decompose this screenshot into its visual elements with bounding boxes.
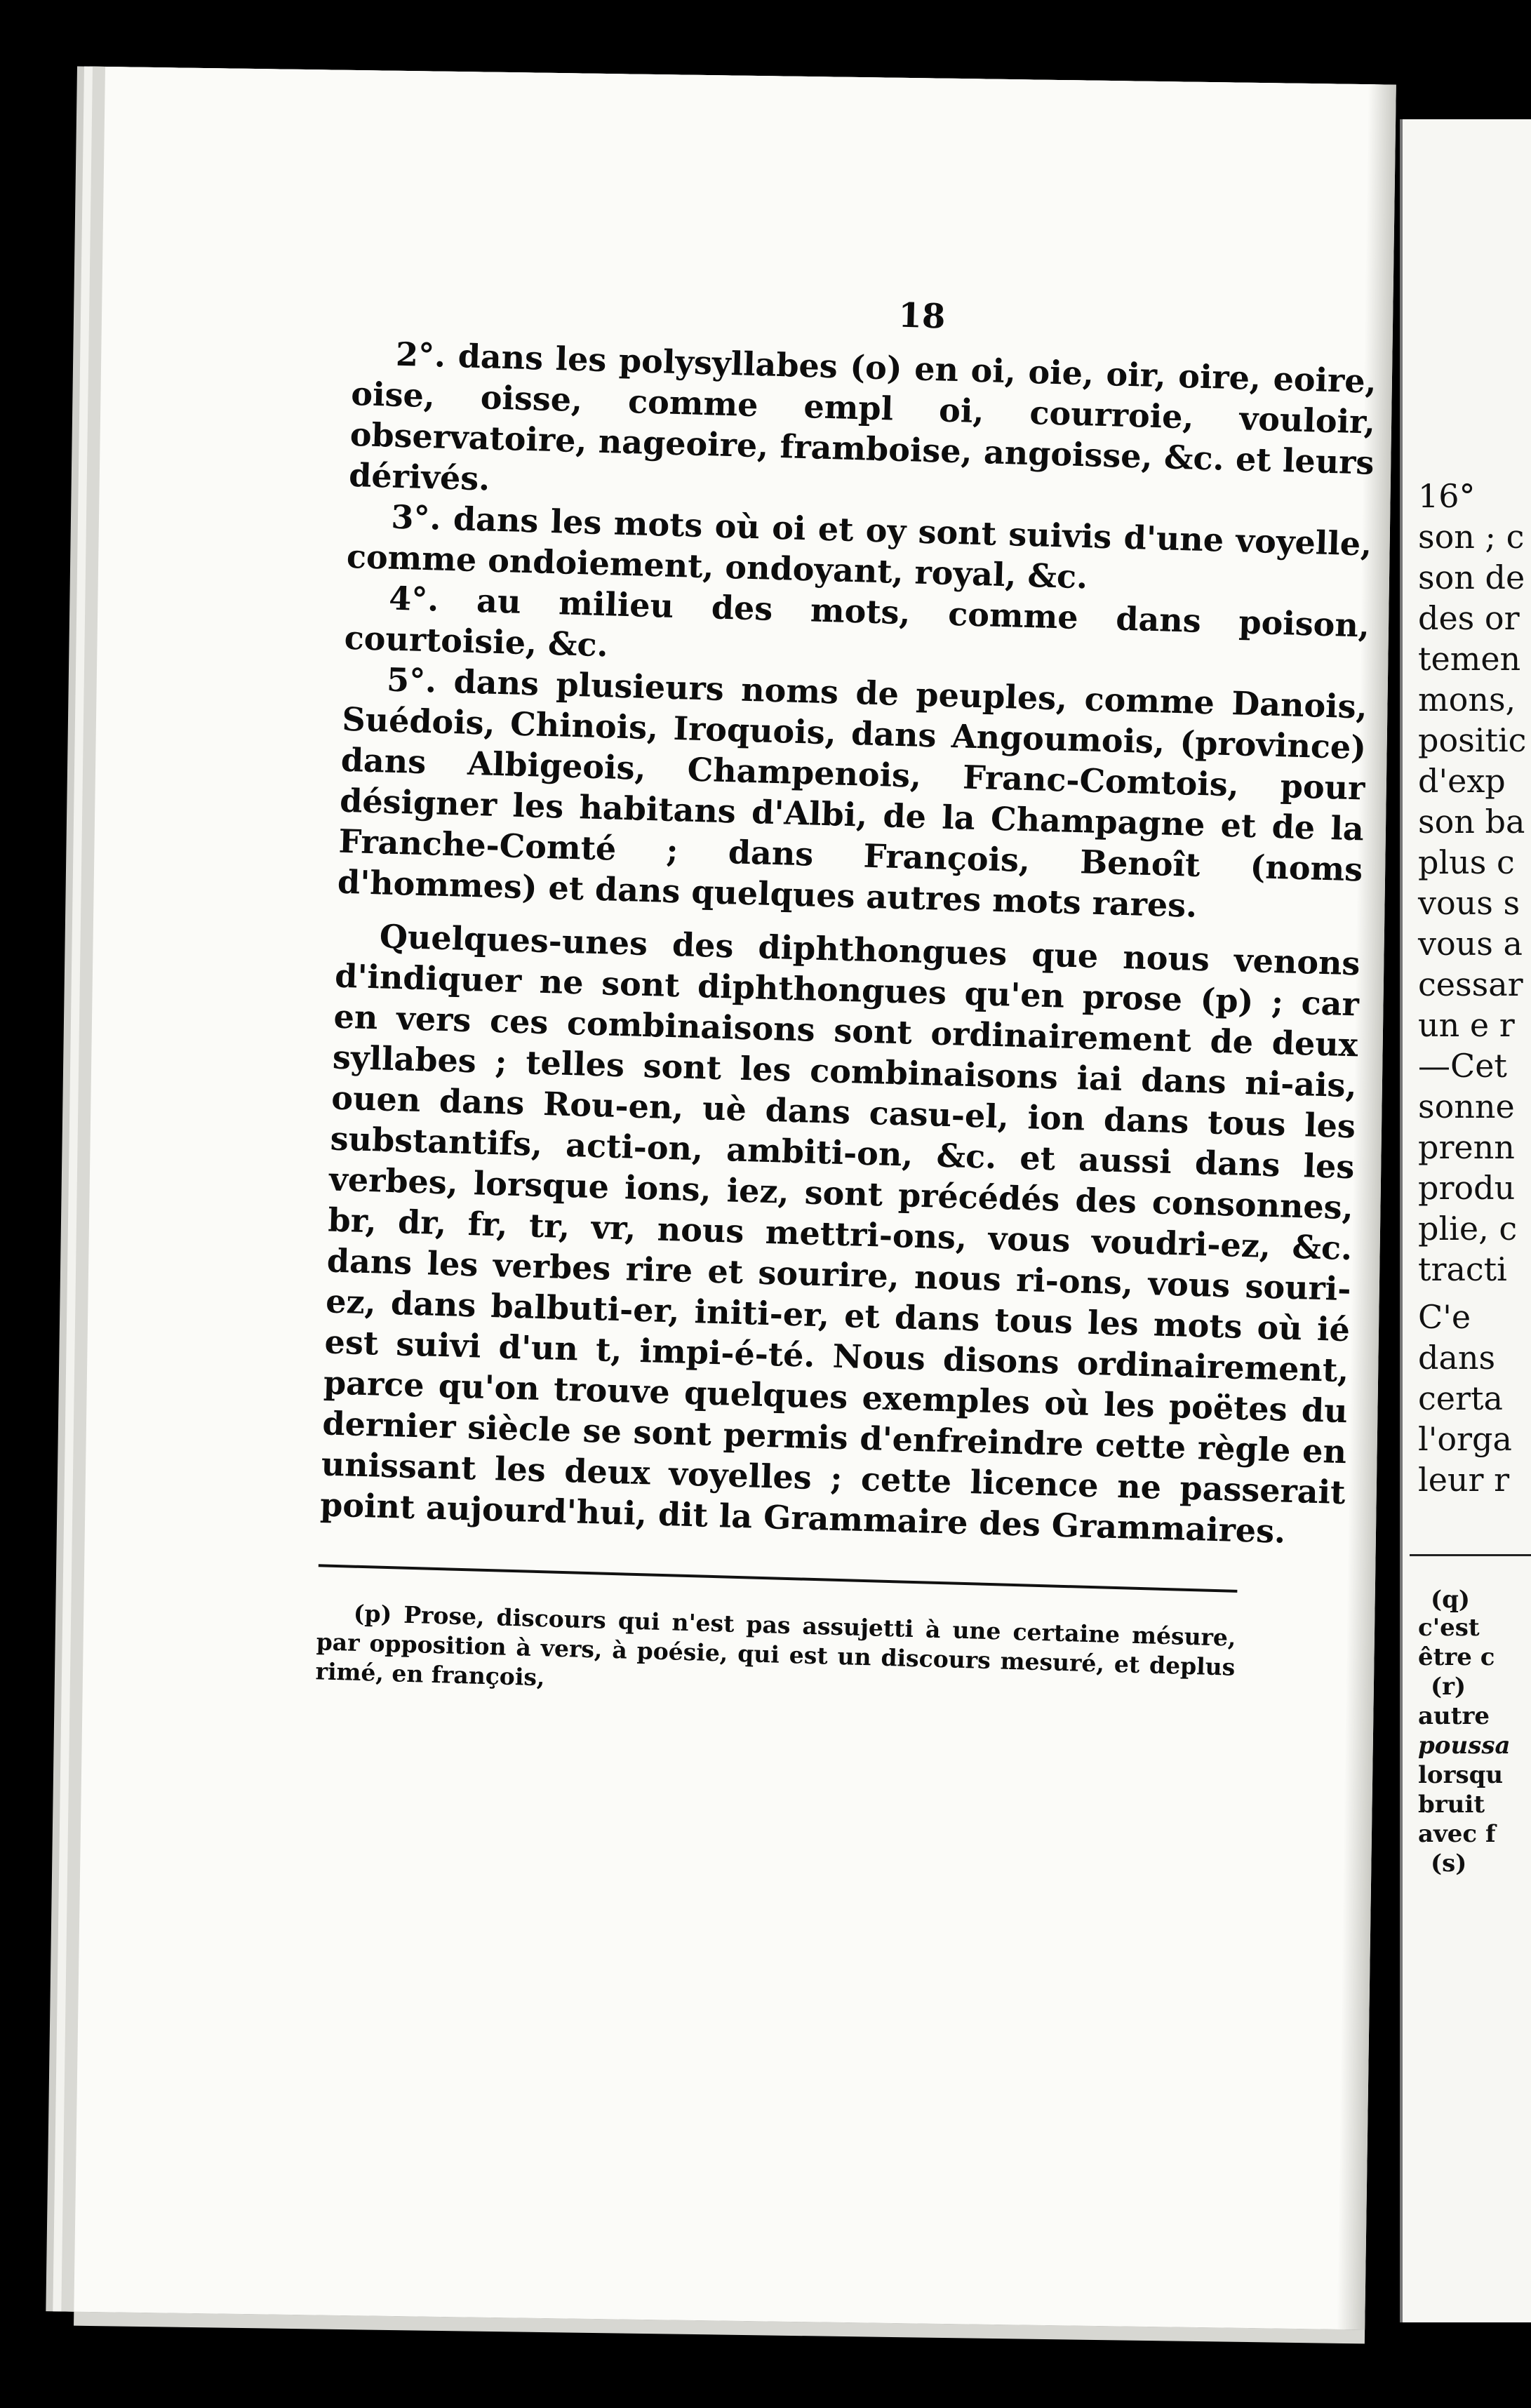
paragraph-3: 3°. dans les mots où oi et oy sont suivis d'une voyelle, comme ondoiement, ondoyant, royal, &c. [346, 497, 1372, 596]
facing-line: d'exp [1418, 762, 1506, 800]
facing-line: sonne [1418, 1088, 1515, 1125]
facing-note: poussa [1418, 1732, 1511, 1760]
paragraph-2: 2°. dans les polysyllabes (o) en oi, oie, oir, oire, eoire, oise, oisse, comme empl oi, courroie, vouloir, observatoire, nageoire, framboise, angoisse, &c. et leurs dérivés. [348, 335, 1377, 498]
facing-line: positic [1418, 721, 1527, 759]
facing-line: prenn [1418, 1128, 1515, 1166]
facing-line: vous a [1418, 925, 1523, 963]
facing-line: cessar [1418, 965, 1523, 1003]
facing-line: dans [1418, 1339, 1496, 1377]
facing-line: vous s [1418, 884, 1520, 922]
facing-note: être c [1418, 1643, 1495, 1671]
facing-note: (q) [1431, 1586, 1470, 1614]
facing-line: produ [1418, 1169, 1516, 1207]
facing-footnote-rule [1410, 1554, 1531, 1556]
facing-line: certa [1418, 1379, 1503, 1417]
facing-note: avec f [1418, 1820, 1496, 1848]
facing-note: (r) [1431, 1673, 1466, 1701]
facing-line: des or [1418, 599, 1520, 637]
facing-line: son ; c [1418, 518, 1525, 556]
facing-line: 16° [1418, 477, 1476, 515]
footnote-p: (p) Prose, discours qui n'est pas assujetti à une certaine mésure, par opposition à vers, à poésie, qui est un discours mesuré, et deplus rimé, en françois, [315, 1599, 1237, 1692]
left-page-text [315, 281, 1378, 1715]
facing-line: C'e [1418, 1298, 1471, 1336]
facing-note: lorsqu [1418, 1761, 1504, 1789]
facing-note: bruit [1418, 1791, 1485, 1819]
facing-line: l'orga [1418, 1420, 1512, 1458]
facing-line: son de [1418, 558, 1525, 596]
facing-line: —Cet [1418, 1047, 1507, 1085]
paragraph-4: 4°. au milieu des mots, comme dans poison, courtoisie, &c. [344, 579, 1370, 664]
paragraph-5: 5°. dans plusieurs noms de peuples, comme Danois, Suédois, Chinois, Iroquois, dans Angoumois, (province) dans Albigeois, Champenois, Franc-Comtois, pour désigner les habitans d'Albi, de la Champagne et de la Franche-Comté ; dans François, Benoît (noms d'hommes) et dans quelques autres mots rares. [337, 660, 1368, 925]
facing-line: plie, c [1418, 1210, 1518, 1248]
facing-line: mons, [1418, 681, 1516, 718]
paragraph-diphthongues: Quelques-unes des diphthongues que nous venons d'indiquer ne sont diphthongues qu'en prose (p) ; car en vers ces combinaisons sont ordinairement de deux syllabes ; telles sont les combinaisons iai dans ni-ais, ouen dans Rou-en, uè dans casu-el, ion dans tous les substantifs, acti-on, ambiti-on, &c. et aussi dans les verbes, lorsque ions, iez, sont précédés des consonnes, br, dr, fr, tr, vr, nous mettri-ons, vous voudri-ez, &c. dans les verbes rire et sourire, nous ri-ons, vous souri-ez, dans balbuti-er, initi-er, et dans tous les mots où ié est suivi d'un t, impi-é-té. Nous disons ordinairement, parce qu'on trouve quelques exemples où les poëtes du dernier siècle se sont permis d'enfreindre cette règle en unissant les deux voyelles ; cette licence ne passerait point aujourd'hui, dit la Grammaire des Grammaires. [319, 917, 1361, 1551]
facing-note: c'est [1418, 1614, 1480, 1642]
footnote-rule [319, 1564, 1238, 1593]
facing-page [1400, 119, 1531, 2322]
facing-line: tracti [1418, 1250, 1507, 1288]
facing-line: plus c [1418, 843, 1515, 881]
facing-line: temen [1418, 640, 1521, 678]
facing-note: (s) [1431, 1850, 1467, 1878]
page-number: 18 [897, 295, 947, 337]
facing-line: leur r [1418, 1461, 1510, 1499]
facing-note: autre [1418, 1702, 1490, 1730]
facing-line: un e r [1418, 1006, 1515, 1044]
facing-line: son ba [1418, 803, 1525, 841]
page-bottom-edge [74, 2312, 1365, 2344]
